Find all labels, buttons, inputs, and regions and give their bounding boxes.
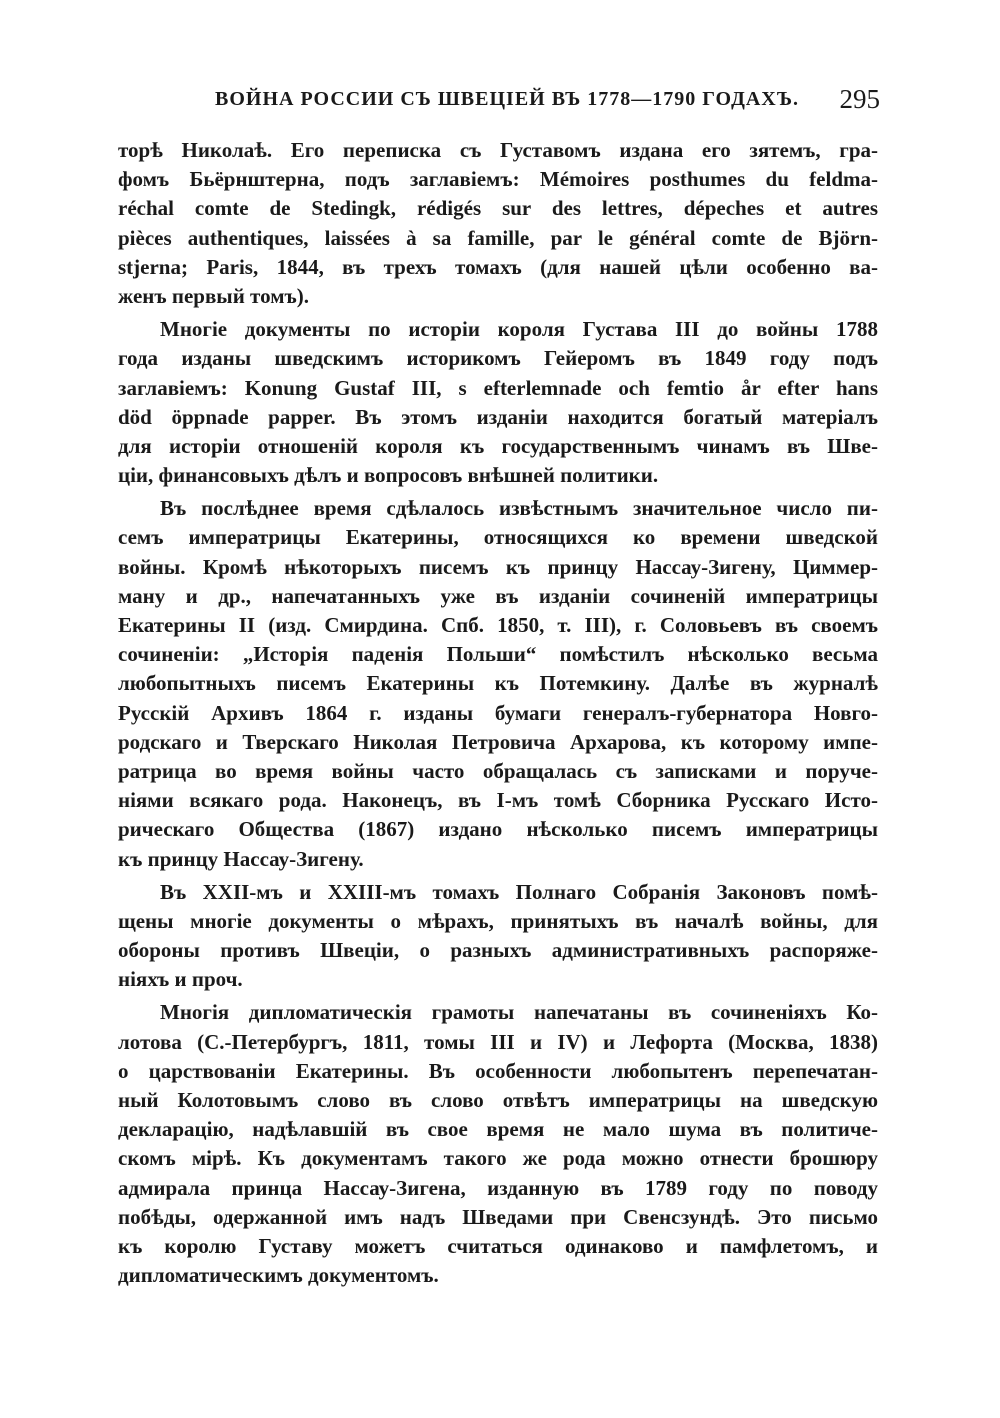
text-line: рическаго Общества (1867) издано нѣсколько писемъ императрицы: [118, 817, 878, 842]
running-head: [215, 84, 880, 118]
text-line: pièces authentiques, laissées à sa famille, par le général comte de Björn-: [118, 225, 878, 250]
text-line: къ королю Густаву можетъ считаться одинаково и памфлетомъ, и: [118, 1233, 878, 1258]
text-line: побѣды, одержанной имъ надъ Шведами при Свенсзундѣ. Это письмо: [118, 1204, 878, 1229]
text-line: Въ XXII-мъ и XXIII-мъ томахъ Полнаго Собранія Законовъ помѣ-: [160, 879, 878, 904]
body-text: [118, 136, 878, 1294]
text-line: декларацію, надѣлавшій въ свое время не мало шума въ политиче-: [118, 1117, 878, 1142]
text-line: Многіе документы по исторіи короля Густава III до войны 1788: [160, 317, 878, 342]
page-number: 295: [839, 84, 880, 114]
text-line: Русскій Архивъ 1864 г. изданы бумаги генералъ-губернатора Новго-: [118, 700, 878, 725]
text-line: ціи, финансовыхъ дѣлъ и вопросовъ внѣшней политики.: [118, 463, 659, 488]
text-line: обороны противъ Швеціи, о разныхъ административныхъ распоряже-: [118, 938, 878, 963]
text-line: réchal comte de Stedingk, rédigés sur des lettres, dépeches et autres: [118, 196, 878, 221]
text-line: фомъ Бьёрнштерна, подъ заглавіемъ: Mémoires posthumes du feldma-: [118, 167, 878, 192]
paragraph-3: [118, 494, 878, 873]
running-title: ВОЙНА РОССИИ СЪ ШВЕЦІЕЙ ВЪ 1778—1790 ГОДАХЪ.: [215, 88, 800, 110]
text-line: дипломатическимъ документомъ.: [118, 1263, 439, 1288]
text-line: Въ послѣднее время сдѣлалось извѣстнымъ значительное число пи-: [160, 496, 878, 521]
text-line: Екатерины II (изд. Смирдина. Спб. 1850, т. III), г. Соловьевъ въ своемъ: [118, 613, 878, 637]
paragraph-2: [118, 315, 878, 490]
text-line: död öppnade papper. Въ этомъ изданіи находится богатый матеріалъ: [118, 404, 878, 429]
text-line: ніями всякаго рода. Наконецъ, въ I-мъ томѣ Сборника Русскаго Исто-: [118, 788, 878, 813]
text-line: о царствованіи Екатерины. Въ особенности любопытенъ перепечатан-: [118, 1058, 878, 1083]
paragraph-1: [118, 136, 878, 311]
text-line: заглавіемъ: Konung Gustaf III, s efterlemnade och femtio år efter hans: [118, 375, 878, 400]
text-line: сочиненіи: „Исторія паденія Польши“ помѣстилъ нѣсколько весьма: [118, 642, 878, 667]
text-line: войны. Кромѣ нѣкоторыхъ писемъ къ принцу Нассау-Зигену, Циммер-: [118, 554, 878, 579]
text-line: къ принцу Нассау-Зигену.: [118, 846, 364, 871]
text-line: семъ императрицы Екатерины, относящихся ко времени шведской: [118, 525, 878, 550]
text-line: женъ первый томъ).: [118, 283, 309, 308]
text-line: щены многіе документы о мѣрахъ, принятыхъ въ началѣ войны, для: [118, 908, 878, 933]
text-line: stjerna; Paris, 1844, въ трехъ томахъ (для нашей цѣли особенно ва-: [118, 254, 878, 279]
text-line: любопытныхъ писемъ Екатерины къ Потемкину. Далѣе въ журналѣ: [118, 671, 878, 696]
paragraph-5: [118, 998, 878, 1290]
text-line: родскаго и Тверскаго Николая Петровича Архарова, къ которому импе-: [118, 729, 878, 754]
text-line: Многія дипломатическія грамоты напечатаны въ сочиненіяхъ Ко-: [160, 1000, 878, 1025]
text-line: года изданы шведскимъ историкомъ Гейеромъ въ 1849 году подъ: [118, 346, 878, 371]
text-line: ратрица во время войны часто обращалась съ записками и поруче-: [118, 758, 878, 783]
text-line: торѣ Николаѣ. Его переписка съ Густавомъ издана его зятемъ, гра-: [118, 138, 878, 162]
text-line: скомъ мірѣ. Къ документамъ такого же рода можно отнести брошюру: [118, 1146, 878, 1171]
text-line: ный Колотовымъ слово въ слово отвѣтъ императрицы на шведскую: [118, 1088, 878, 1112]
text-line: лотова (С.-Петербургъ, 1811, томы III и IV) и Лефорта (Москва, 1838): [118, 1029, 878, 1054]
paragraph-4: [118, 878, 878, 995]
text-line: ніяхъ и проч.: [118, 967, 243, 992]
text-line: для исторіи отношеній короля къ государственнымъ чинамъ въ Шве-: [118, 433, 878, 458]
text-line: адмирала принца Нассау-Зигена, изданную въ 1789 году по поводу: [118, 1175, 878, 1200]
text-line: ману и др., напечатанныхъ уже въ изданіи сочиненій императрицы: [118, 583, 878, 608]
